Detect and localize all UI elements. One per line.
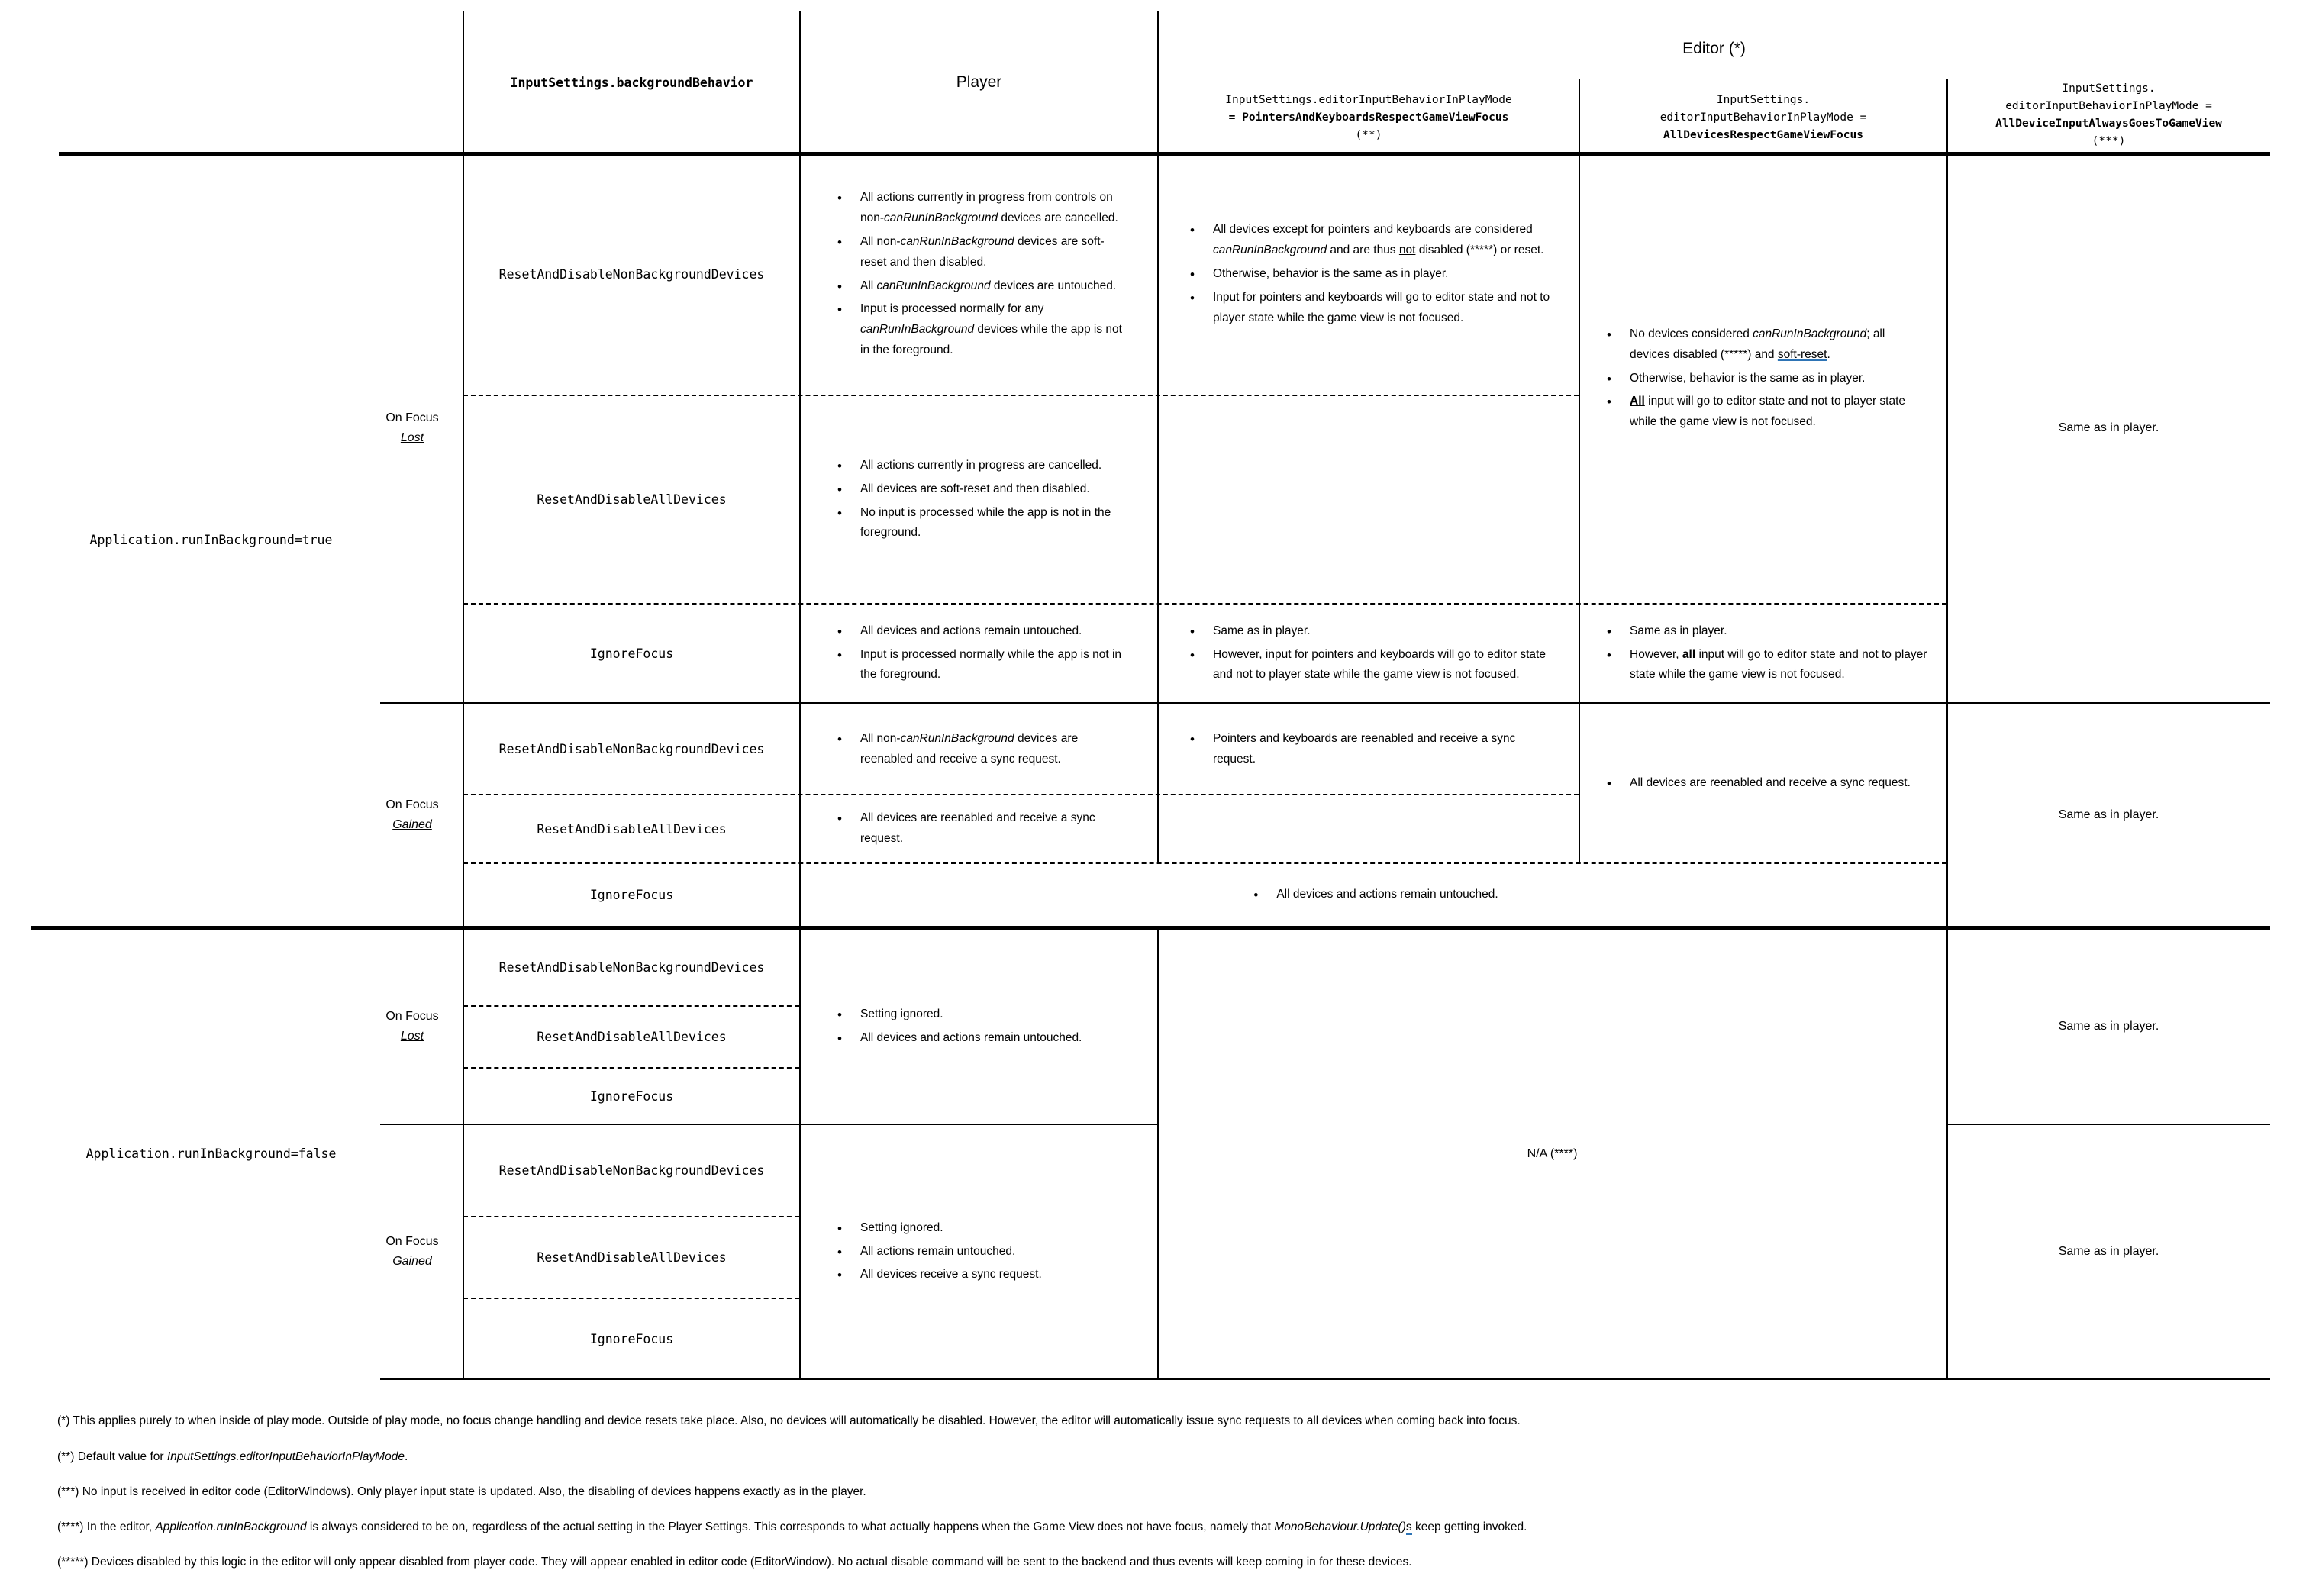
cell-false-gained-player [832,1125,1156,1378]
row-label-on-focus-gained [365,1125,460,1378]
focus-mode-label: Gained [392,818,432,831]
bullet-item: • Input is processed normally for any canRunInBackground devices while the app is not in the foreground. [832,299,1124,361]
footnote-2: (**) Default value for InputSettings.editorInputBehaviorInPlayMode. [57,1450,408,1463]
header-line: = PointersAndKeyboardsRespectGameViewFocus [1228,111,1509,124]
on-focus-label: On Focus [385,798,439,811]
bullet-item: • All actions remain untouched. [832,1242,1124,1262]
on-focus-label: On Focus [385,411,439,424]
bullet-list [832,1001,1124,1052]
header-line: editorInputBehaviorInPlayMode = [2005,100,2212,112]
divider [380,1378,2270,1380]
bullet-item: • All devices except for pointers and keyboards are considered canRunInBackground and are thus not disabled (*****) or reset. [1185,220,1553,261]
footnote-3: (***) No input is received in editor code (EditorWindows). Only player input state is updated. Also, the disabling of devices happens exactly as in the player. [57,1485,866,1498]
footnote-1: (*) This applies purely to when inside of play mode. Outside of play mode, no focus change handling and device resets take place. Also, no devices will automatically be disabled. However, the editor will automatically issue sync requests to all devices when coming back into focus. [57,1414,1521,1427]
bullet-list [832,453,1124,547]
bullet-item: • Otherwise, behavior is the same as in player. [1601,369,1928,389]
bullet-list [832,805,1124,853]
bullet-item: • Same as in player. [1185,621,1553,642]
bullet-list [832,1215,1124,1289]
row-label-on-focus-lost [365,929,460,1124]
focus-mode-label: Lost [400,431,424,444]
bullet-item: • All actions currently in progress from controls on non-canRunInBackground devices are cancelled. [832,188,1124,229]
cell-player-reset-all [832,396,1156,603]
bullet-item: • All devices are soft-reset and then disabled. [832,479,1124,500]
cell-editor-pk-reset-non-bg [1185,154,1574,395]
bullet-item: • All devices and actions remain untouched. [1248,885,1498,905]
row-group-run-in-background-false: Application.runInBackground=false [85,1146,337,1161]
header-background-behavior: InputSettings.backgroundBehavior [510,75,753,90]
cell-player-ignore [832,605,1156,702]
bullet-item: • All devices and actions remain untouched. [832,621,1124,642]
bullet-list [1185,217,1553,332]
cell-false-lost-player [832,929,1156,1124]
cell-same-as-player: Same as in player. [2058,808,2159,821]
behavior-label: ResetAndDisableAllDevices [537,492,727,507]
cell-same-as-player: Same as in player. [2058,1019,2159,1033]
cell-editor-all-merged [1601,154,1945,603]
bullet-list [1185,618,1553,689]
bullet-list [1185,726,1553,773]
bullet-item: • All devices and actions remain untouched. [832,1028,1124,1049]
focus-mode-label: Lost [400,1029,424,1043]
bullet-item: • Input is processed normally while the app is not in the foreground. [832,645,1124,686]
bullet-list [832,726,1124,773]
row-label-on-focus-gained [365,704,460,926]
bullet-item: • All devices receive a sync request. [832,1265,1124,1285]
header-line: AllDevicesRespectGameViewFocus [1663,128,1863,141]
bullet-item: • No devices considered canRunInBackground; all devices disabled (*****) and soft-reset. [1601,324,1928,366]
divider [1579,79,1580,862]
behavior-label: ResetAndDisableNonBackgroundDevices [498,1163,765,1178]
header-player: Player [956,73,1002,91]
behavior-label: ResetAndDisableAllDevices [537,821,727,837]
header-line: InputSettings.editorInputBehaviorInPlayMode [1225,93,1512,106]
bullet-item: • All non-canRunInBackground devices are soft-reset and then disabled. [832,232,1124,273]
behavior-label: ResetAndDisableAllDevices [537,1250,727,1265]
on-focus-label: On Focus [385,1235,439,1248]
header-line: (***) [2092,135,2126,147]
bullet-item: • Same as in player. [1601,621,1928,642]
footnote-5: (*****) Devices disabled by this logic in the editor will only appear disabled from player code. They will appear enabled in editor code (EditorWindow). No actual disable command will be sent to the backend and thus events will keep coming in for these devices. [57,1556,1412,1569]
bullet-item: • All input will go to editor state and not to player state while the game view is not focused. [1601,392,1928,433]
cell-player-reset-all-gained [832,795,1156,862]
bullet-item: • However, all input will go to editor state and not to player state while the game view is not focused. [1601,645,1928,686]
behavior-label: IgnoreFocus [589,1088,674,1104]
behavior-label: ResetAndDisableNonBackgroundDevices [498,742,765,756]
bullet-item: • Setting ignored. [832,1004,1124,1025]
bullet-item: • However, input for pointers and keyboards will go to editor state and not to player state while the game view is not focused. [1185,645,1553,686]
divider [380,702,2270,704]
header-editor-col1 [1164,81,1573,154]
cell-same-as-player: Same as in player. [2058,421,2159,434]
behavior-label: IgnoreFocus [589,1331,674,1346]
header-line: editorInputBehaviorInPlayMode = [1659,111,1867,124]
bullet-item: • All devices are reenabled and receive a sync request. [1601,773,1928,794]
behavior-label: ResetAndDisableAllDevices [537,1030,727,1044]
header-line: InputSettings. [2062,82,2156,95]
bullet-list [832,618,1124,689]
bullet-item: • All devices are reenabled and receive a sync request. [832,808,1124,850]
row-group-run-in-background-true: Application.runInBackground=true [89,533,333,547]
cell-editor-all-merged-gained [1601,704,1945,862]
bullet-item: • All non-canRunInBackground devices are reenabled and receive a sync request. [832,729,1124,770]
cell-editor-pk-ignore [1185,605,1574,702]
behavior-label: ResetAndDisableNonBackgroundDevices [498,267,765,282]
header-line: (**) [1355,128,1382,141]
header-line: InputSettings. [1716,93,1811,106]
focus-mode-label: Gained [392,1255,432,1268]
cell-player-reset-non-bg [832,154,1156,395]
on-focus-label: On Focus [385,1009,439,1023]
behavior-label: IgnoreFocus [589,646,674,661]
header-editor-col3 [1954,75,2263,156]
header-editor-col2 [1586,81,1940,154]
cell-na: N/A (****) [1527,1146,1578,1160]
cell-editor-pk-reset-non-bg-gained [1185,704,1574,794]
header-line: AllDeviceInputAlwaysGoesToGameView [1995,118,2222,130]
bullet-list [832,185,1124,365]
behavior-label: IgnoreFocus [589,888,674,902]
bullet-item: • Setting ignored. [832,1218,1124,1239]
bullet-item: • Pointers and keyboards are reenabled and receive a sync request. [1185,729,1553,770]
footnote-4: (****) In the editor, Application.runInBackground is always considered to be on, regardless of the actual setting in the Player Settings. This corresponds to what actually happens when the Game View does not have focus, namely that MonoBehaviour.Update()s keep getting invoked. [57,1520,1527,1533]
row-label-on-focus-lost [365,154,460,702]
bullet-list [1248,882,1498,908]
bullet-list [1601,321,1928,437]
bullet-list [1601,618,1928,689]
bullet-list [1601,770,1928,797]
bullet-item: • Otherwise, behavior is the same as in player. [1185,264,1553,285]
behavior-label: ResetAndDisableNonBackgroundDevices [498,959,765,975]
cell-ignore-merged [800,864,1946,926]
cell-editor-all-ignore [1601,605,1945,702]
bullet-item: • Input for pointers and keyboards will go to editor state and not to player state while the game view is not focused. [1185,288,1553,329]
cell-same-as-player: Same as in player. [2058,1245,2159,1258]
bullet-item: • All actions currently in progress are cancelled. [832,456,1124,476]
bullet-item: • All canRunInBackground devices are untouched. [832,276,1124,297]
header-editor-group: Editor (*) [1682,40,1746,57]
bullet-item: • No input is processed while the app is not in the foreground. [832,503,1124,544]
cell-player-reset-non-bg-gained [832,704,1156,794]
